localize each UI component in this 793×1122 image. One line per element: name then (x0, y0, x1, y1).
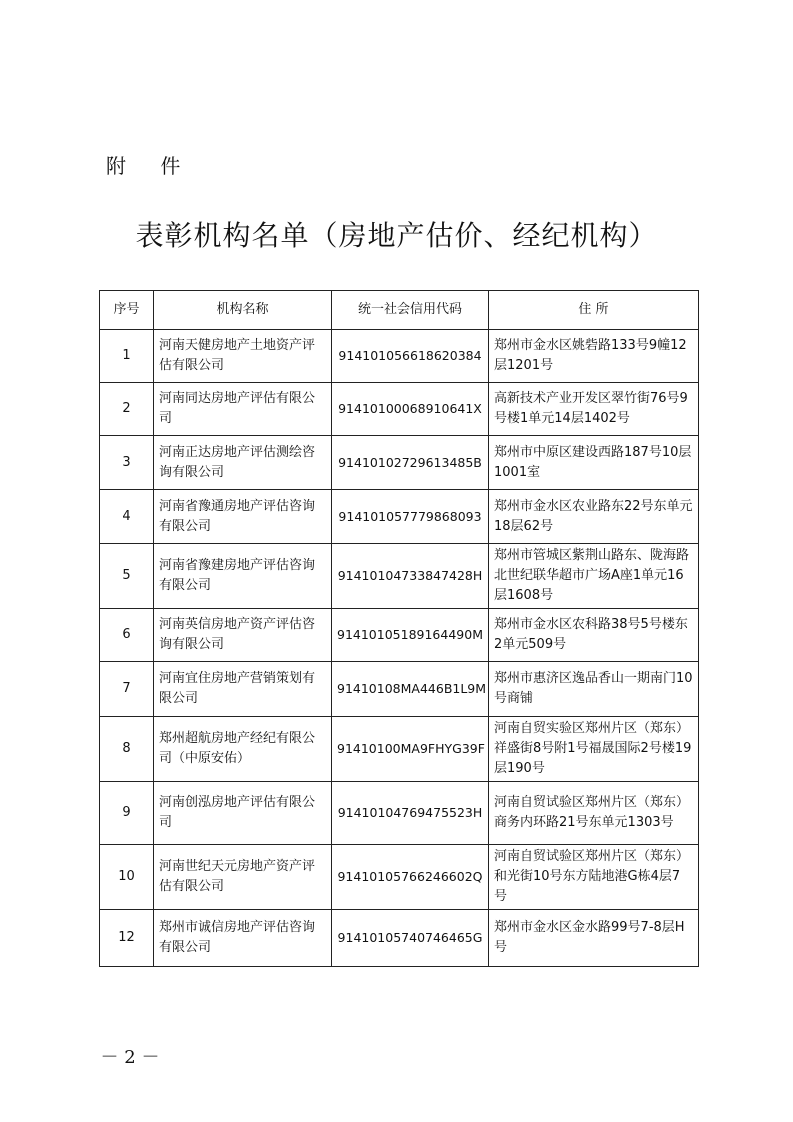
row-address: 郑州市惠济区逸品香山一期南门10号商铺 (489, 662, 699, 717)
row-name: 河南世纪天元房地产资产评估有限公司 (154, 845, 332, 910)
row-no: 6 (100, 609, 154, 662)
row-no: 12 (100, 910, 154, 967)
row-address: 郑州市中原区建设西路187号10层1001室 (489, 436, 699, 490)
table-row (100, 662, 699, 717)
row-address: 郑州市金水区姚砦路133号9幢12层1201号 (489, 330, 699, 383)
row-name: 河南省豫通房地产评估咨询有限公司 (154, 490, 332, 544)
table-row (100, 490, 699, 544)
row-name: 河南正达房地产评估测绘咨询有限公司 (154, 436, 332, 490)
row-name: 河南同达房地产评估有限公司 (154, 383, 332, 436)
row-no: 9 (100, 782, 154, 845)
row-address: 郑州市金水区农业路东22号东单元18层62号 (489, 490, 699, 544)
row-address: 郑州市管城区紫荆山路东、陇海路北世纪联华超市广场A座1单元16层1608号 (489, 544, 699, 609)
header-no: 序号 (100, 291, 154, 330)
row-no: 4 (100, 490, 154, 544)
table-header-row (100, 291, 699, 330)
row-address: 郑州市金水区农科路38号5号楼东2单元509号 (489, 609, 699, 662)
table-row (100, 544, 699, 609)
row-name: 河南天健房地产土地资产评估有限公司 (154, 330, 332, 383)
table-row (100, 910, 699, 967)
row-name: 河南创泓房地产评估有限公司 (154, 782, 332, 845)
row-address: 河南自贸试验区郑州片区（郑东）和光街10号东方陆地港G栋4层7号 (489, 845, 699, 910)
attachment-label: 附 件 (106, 154, 195, 178)
row-name: 郑州市诚信房地产评估咨询有限公司 (154, 910, 332, 967)
row-address: 郑州市金水区金水路99号7-8层H号 (489, 910, 699, 967)
table-row (100, 609, 699, 662)
table-row (100, 782, 699, 845)
table-row (100, 717, 699, 782)
row-code: 91410102729613485B (332, 436, 489, 490)
row-no: 2 (100, 383, 154, 436)
row-no: 8 (100, 717, 154, 782)
row-name: 河南英信房地产资产评估咨询有限公司 (154, 609, 332, 662)
row-code: 91410108MA446B1L9M (332, 662, 489, 717)
table-row (100, 436, 699, 490)
row-name: 郑州超航房地产经纪有限公司（中原安佑） (154, 717, 332, 782)
header-name: 机构名称 (154, 291, 332, 330)
row-code: 914101056618620384 (332, 330, 489, 383)
row-no: 3 (100, 436, 154, 490)
organization-table (99, 290, 699, 967)
row-no: 7 (100, 662, 154, 717)
row-code: 914101057779868093 (332, 490, 489, 544)
row-address: 高新技术产业开发区翠竹街76号9号楼1单元14层1402号 (489, 383, 699, 436)
table-row (100, 330, 699, 383)
row-code: 91410105740746465G (332, 910, 489, 967)
row-code: 91410105766246602Q (332, 845, 489, 910)
row-code: 91410104769475523H (332, 782, 489, 845)
page-number: － 2 － (100, 1047, 160, 1068)
row-code: 91410100068910641X (332, 383, 489, 436)
header-address: 住 所 (489, 291, 699, 330)
table-row (100, 845, 699, 910)
row-name: 河南宜住房地产营销策划有限公司 (154, 662, 332, 717)
table-row (100, 383, 699, 436)
row-no: 1 (100, 330, 154, 383)
row-no: 10 (100, 845, 154, 910)
row-code: 91410105189164490M (332, 609, 489, 662)
row-no: 5 (100, 544, 154, 609)
row-address: 河南自贸实验区郑州片区（郑东）祥盛街8号附1号福晟国际2号楼19层190号 (489, 717, 699, 782)
row-code: 91410104733847428H (332, 544, 489, 609)
document-title: 表彰机构名单（房地产估价、经纪机构） (135, 219, 658, 252)
header-code: 统一社会信用代码 (332, 291, 489, 330)
row-code: 91410100MA9FHYG39F (332, 717, 489, 782)
row-name: 河南省豫建房地产评估咨询有限公司 (154, 544, 332, 609)
row-address: 河南自贸试验区郑州片区（郑东）商务内环路21号东单元1303号 (489, 782, 699, 845)
